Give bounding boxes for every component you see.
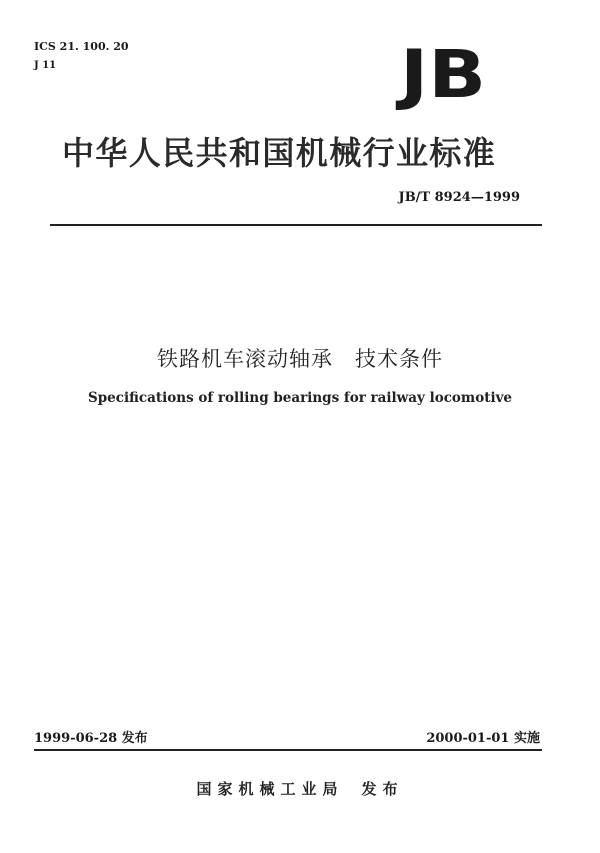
document-title-english: Specifications of rolling bearings for railway locomotive [87, 390, 513, 406]
publisher-line [0, 778, 600, 799]
standard-code: JB/T 8924—1999 [398, 190, 520, 205]
document-title-chinese: 铁路机车滚动轴承 技术条件 [157, 347, 443, 371]
issue-date: 1999-06-28 发布 [34, 731, 148, 746]
jb-logo: JB [400, 36, 487, 113]
standard-category-title: 中华人民共和国机械行业标准 [62, 134, 497, 172]
implementation-date: 2000-01-01 实施 [426, 731, 540, 746]
top-divider [50, 224, 542, 226]
publisher-action: 发布 [361, 780, 404, 798]
bottom-divider [34, 749, 542, 751]
publisher-name: 国家机械工业局 [196, 780, 344, 798]
classification-code: J 11 [34, 60, 57, 71]
ics-code: ICS 21. 100. 20 [34, 40, 129, 53]
